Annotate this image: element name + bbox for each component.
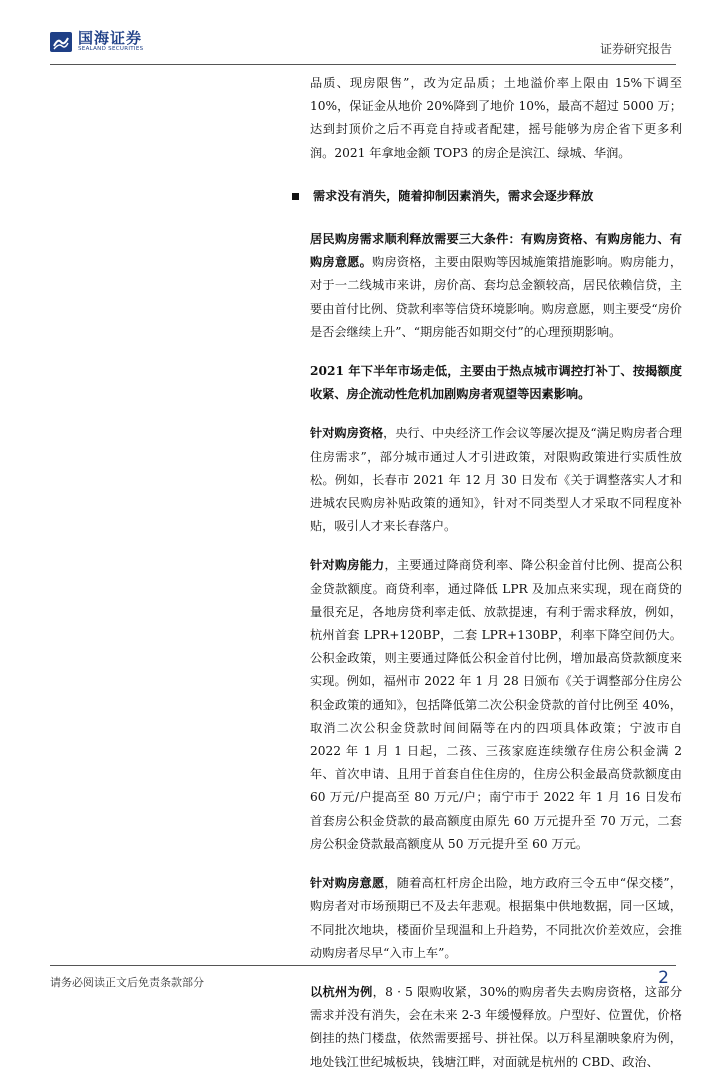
- paragraph-hangzhou-example: [310, 981, 682, 1074]
- footer-divider: [50, 965, 676, 966]
- paragraph-purchase-ability: [310, 554, 682, 856]
- paragraph-land-policy: 品质、现房限售”，改为定品质；土地溢价率上限由 15%下调至 10%，保证金从地价 20%降到了地价 10%，最高不超过 5000 万；达到封顶价之后不再竞自持或者配建，摇号能够为房企省下更多利润。2021 年拿地金额 TOP3 的房企是滨江、绿城、华润。: [310, 76, 682, 160]
- report-type-label: 证券研究报告: [599, 42, 672, 56]
- header-divider: [50, 64, 676, 65]
- paragraph-text: ，随着高杠杆房企出险，地方政府三令五申“保交楼”，购房者对市场预期已不及去年悲观。根据集中供地数据，同一区域，不同批次地块，楼面价呈现温和上升趋势，不同批次价差效应，会推动购房者尽早“入市上车”。: [310, 876, 682, 960]
- sealand-logo-icon: [50, 32, 72, 52]
- page-number: 2: [658, 968, 669, 988]
- paragraph-lead-bold: 居民购房需求顺利释放需要三大条件：有购房资格、有购房能力、有购房意愿。: [310, 232, 682, 270]
- section-heading: [292, 185, 682, 208]
- section-heading-text: 需求没有消失，随着抑制因素消失，需求会逐步释放: [313, 188, 594, 203]
- logo-chinese-name: 国海证券: [78, 29, 143, 47]
- paragraph-lead-bold: 针对购房意愿: [310, 876, 385, 891]
- company-logo: [50, 30, 143, 53]
- page-header: [0, 0, 724, 64]
- square-bullet-icon: [292, 193, 299, 200]
- logo-english-name: SEALAND SECURITIES: [78, 46, 144, 52]
- paragraph-purchase-eligibility: [310, 422, 682, 538]
- paragraph-three-conditions: [310, 228, 682, 344]
- paragraph-text: ，央行、中央经济工作会议等屡次提及“满足购房者合理住房需求”，部分城市通过人才引进政策，对限购政策进行实质性放松。例如，长春市 2021 年 12 月 30 日发布《关于调整落实人才和进城农民购房补贴政策的通知》，针对不同类型人才采取不同程度补贴，吸引人才来长春落户。: [310, 426, 682, 534]
- paragraph-lead-bold: 针对购房能力: [310, 558, 385, 573]
- report-body: [310, 72, 682, 1074]
- footer-disclaimer: 请务必阅读正文后免责条款部分: [50, 976, 204, 989]
- paragraph-market-decline: 2021 年下半年市场走低，主要由于热点城市调控打补丁、按揭额度收紧、房企流动性危机加剧购房者观望等因素影响。: [310, 364, 682, 402]
- paragraph-lead-bold: 以杭州为例: [310, 984, 373, 999]
- paragraph-text: 购房资格，主要由限购等因城施策措施影响。购房能力，对于一二线城市来讲，房价高、套均总金额较高，居民依赖信贷，主要由首付比例、贷款利率等信贷环境影响。购房意愿，则主要受“房价是否会继续上升”、“期房能否如期交付”的心理预期影响。: [310, 255, 683, 339]
- paragraph-text: ，主要通过降商贷利率、降公积金首付比例、提高公积金贷款额度。商贷利率，通过降低 LPR 及加点来实现，现在商贷的量很充足，各地房贷利率走低、放款提速，有利于需求释放，例如，杭州首套 LPR+120BP，二套 LPR+130BP，利率下降空间仍大。公积金政策，则主要通过降低公积金首付比例，增加最高贷款额度来实现。例如，福州市 2022 年 1 月 28 日颁布《关于调整部分住房公积金政策的通知》，包括降低第二次公积金贷款的首付比例至 40%，取消二次公积金贷款时间间隔等在内的四项具体政策；宁波市自 2022 年 1 月 1 日起，二孩、三孩家庭连续缴存住房公积金满 2 年、首次申请、且用于首套自住住房的，住房公积金最高贷款额度由 60 万元/户提高至 80 万元/户；南宁市于 2022 年 1 月 16 日发布首套房公积金贷款的最高额度由原先 60 万元提升至 70 万元，二套房公积金贷款最高额度从 50 万元提升至 60 万元。: [310, 558, 683, 851]
- paragraph-text: ，8 · 5 限购收紧，30%的购房者失去购房资格，这部分需求并没有消失，会在未来 2-3 年缓慢释放。户型好、位置优，价格倒挂的热门楼盘，依然需要摇号、拼社保。以万科星潮映象府为例，地处钱江世纪城板块，钱塘江畔，对面就是杭州的 CBD、政治、: [310, 984, 683, 1069]
- paragraph-lead-bold: 针对购房资格: [310, 426, 384, 441]
- paragraph-purchase-willingness: [310, 872, 682, 965]
